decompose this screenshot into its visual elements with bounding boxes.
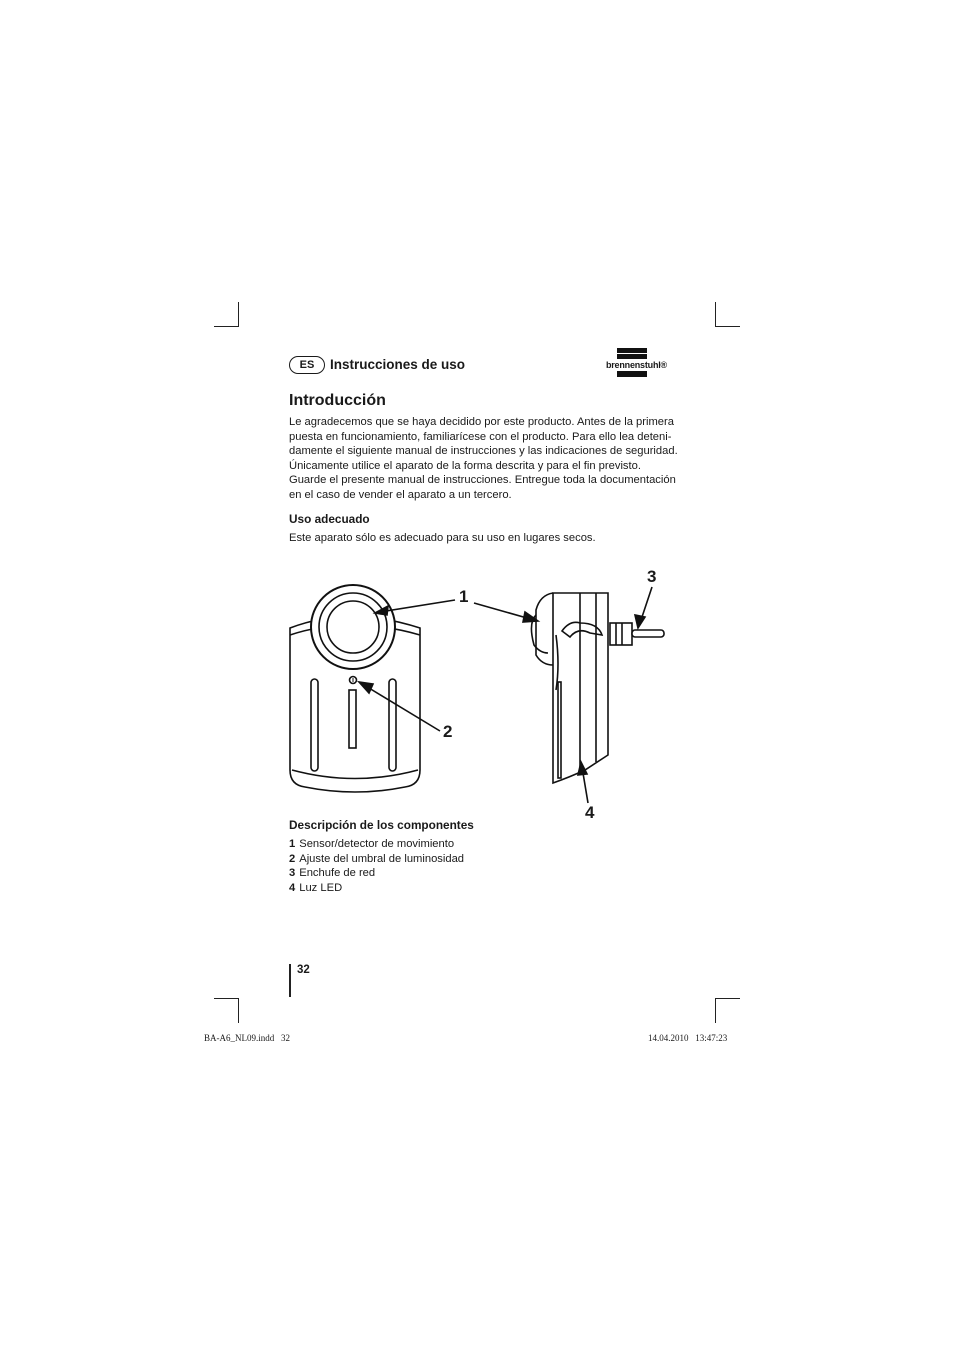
section-heading-intended-use: Uso adecuado (289, 512, 370, 526)
crop-mark-top-right-v (715, 302, 716, 327)
crop-mark-bottom-right-h (715, 998, 740, 999)
crop-mark-top-left-v (238, 302, 239, 327)
header-title: Instrucciones de uso (330, 357, 466, 372)
crop-mark-top-right-h (715, 326, 740, 327)
list-item-label: Enchufe de red (299, 867, 376, 880)
device-side-view (531, 593, 664, 783)
page-number-rule (289, 964, 291, 997)
brand-logo-bar-mid (617, 354, 647, 359)
crop-mark-bottom-left-h (214, 998, 239, 999)
callout-label-2: 2 (443, 722, 453, 741)
list-item-label: Ajuste del umbral de luminosidad (299, 852, 465, 865)
callout-label-3: 3 (647, 567, 657, 586)
brand-logo (595, 348, 667, 378)
intro-line: damente el siguiente manual de instrucciones y las indicaciones de seguridad. (289, 445, 678, 458)
list-item-label: Sensor/detector de movimiento (299, 838, 455, 850)
callout-label-1: 1 (459, 587, 469, 606)
brand-logo-bar-top (617, 348, 647, 353)
callout-label-4: 4 (585, 803, 595, 822)
device-front-view (290, 585, 420, 792)
slug-timestamp: 14.04.2010 13:47:23 (648, 1033, 728, 1043)
intro-line: puesta en funcionamiento, familiarícese con el producto. Para ello lea deteni- (289, 430, 672, 443)
list-item (289, 852, 464, 867)
list-item-number: 3 (289, 867, 296, 880)
list-item (289, 881, 464, 896)
product-diagram (280, 565, 680, 830)
list-item-number: 4 (289, 881, 296, 894)
crop-mark-bottom-right-v (715, 998, 716, 1023)
crop-mark-top-left-h (214, 326, 239, 327)
crop-mark-bottom-left-v (238, 998, 239, 1023)
intro-line: en el caso de vender el aparato a un tercero. (289, 488, 512, 501)
intro-line: Le agradecemos que se haya decidido por este producto. Antes de la primera (289, 416, 674, 428)
intro-paragraph (289, 415, 678, 503)
intended-use-text: Este aparato sólo es adecuado para su uso en lugares secos. (289, 532, 596, 544)
list-item-number: 1 (289, 838, 296, 850)
page-header (289, 355, 667, 379)
page-number: 32 (297, 964, 310, 976)
list-item (289, 866, 464, 881)
section-heading-intro: Introducción (289, 392, 386, 409)
intro-line: Guarde el presente manual de instrucciones. Entregue toda la documentación (289, 474, 676, 487)
brand-logo-text: brennenstuhl® (605, 360, 667, 370)
brand-logo-bar-bottom (617, 371, 647, 377)
slug-file-info: BA-A6_NL09.indd 32 (204, 1033, 290, 1043)
section-heading-components: Descripción de los componentes (289, 818, 474, 832)
intro-line: Únicamente utilice el aparato de la forma descrita y para el fin previsto. (289, 459, 641, 472)
language-badge: ES (289, 356, 325, 374)
list-item-label: Luz LED (299, 881, 343, 894)
list-item (289, 837, 464, 852)
list-item-number: 2 (289, 852, 296, 865)
components-list (289, 837, 464, 895)
